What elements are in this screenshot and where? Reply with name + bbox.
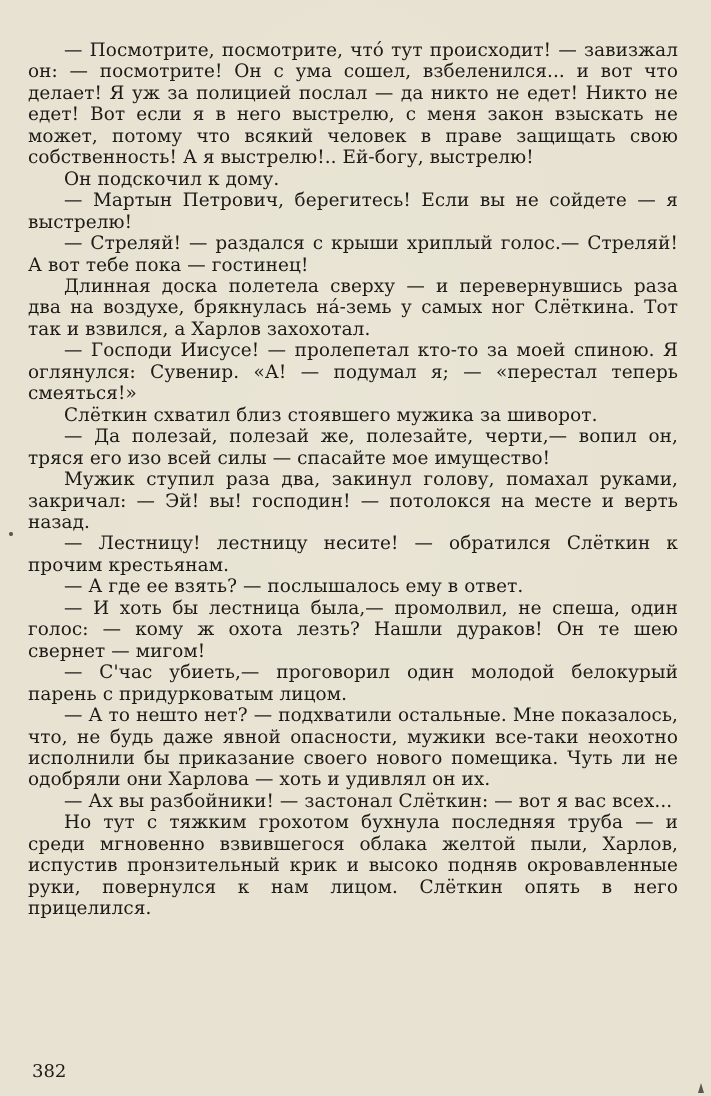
paragraph-3: — Мартын Петрович, берегитесь! Если вы не сойдете — я выстрелю! [28, 190, 678, 233]
page-corner-mark [698, 1083, 704, 1093]
paragraph-7: Слёткин схватил близ стоявшего мужика за шиворот. [64, 404, 598, 426]
paragraph-5: Длинная доска полетела сверху — и перевернувшись раза два на воздухе, брякнулась на́-земь у самых ног Слёткина. Тот так и взвился, а Харлов захохотал. [28, 275, 678, 340]
paragraph-1: — Посмотрите, посмотрите, что́ тут происходит! — завизжал он: — посмотрите! Он с ума сошел, взбеленился... и вот что делает! Я уж за полицией послал — да никто не едет! Никто не едет! Вот если я в него выстрелю, с меня закон взыскать не может, потому что всякий человек в праве защищать свою собственность! А я выстрелю!.. Ей-богу, выстрелю! [28, 40, 678, 169]
paragraph-8: — Да полезай, полезай же, полезайте, черти,— вопил он, тряся его изо всей силы — спасайте мое имущество! [28, 426, 678, 469]
paragraph-2: Он подскочил к дому. [64, 168, 280, 190]
page-body-text [28, 40, 678, 920]
paragraph-9: Мужик ступил раза два, закинул голову, помахал руками, закричал: — Эй! вы! господин! — потолокся на месте и верть назад. [28, 469, 678, 533]
paragraph-13: — С'час убиеть,— проговорил один молодой белокурый парень с придурковатым лицом. [28, 662, 678, 705]
paragraph-11: — А где ее взять? — послышалось ему в ответ. [64, 576, 524, 598]
paragraph-12: — И хоть бы лестница была,— промолвил, не спеша, один голос: — кому ж охота лезть? Нашли дураков! Он те шею свернет — мигом! [28, 597, 678, 662]
print-speck [9, 532, 13, 536]
paragraph-10: — Лестницу! лестницу несите! — обратился Слёткин к прочим крестьянам. [28, 533, 678, 576]
paragraph-16: Но тут с тяжким грохотом бухнула последняя труба — и среди мгновенно взвившегося облака желтой пыли, Харлов, испустив пронзительный крик и высоко подняв окровавленные руки, повернулся к нам лицом. Слёткин опять в него прицелился. [28, 812, 678, 920]
paragraph-6: — Господи Иисусе! — пролепетал кто-то за моей спиною. Я оглянулся: Сувенир. «А! — подумал я; — «перестал теперь смеяться!» [28, 340, 678, 405]
page-number: 382 [32, 1061, 67, 1082]
paragraph-15: — Ах вы разбойники! — застонал Слёткин: — вот я вас всех... [64, 790, 673, 812]
paragraph-14: — А то нешто нет? — подхватили остальные. Мне показалось, что, не будь даже явной опасности, мужики все-таки неохотно исполнили бы приказание своего нового помещика. Чуть ли не одобряли они Харлова — хоть и удивлял он их. [28, 705, 678, 791]
paragraph-4: — Стреляй! — раздался с крыши хриплый голос.— Стреляй! А вот тебе пока — гостинец! [28, 233, 678, 276]
